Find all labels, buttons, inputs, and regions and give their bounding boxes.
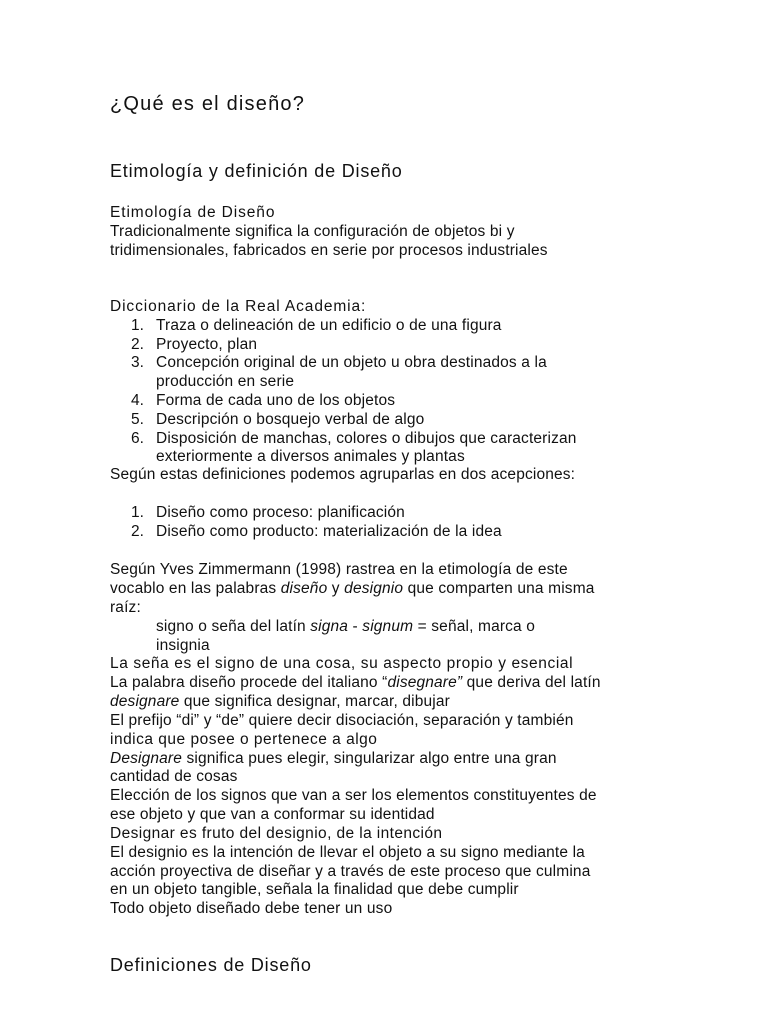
list-number: 5. [131, 411, 144, 428]
list-item: Concepción original de un objeto u obra destinados a la [156, 354, 547, 371]
paragraph-line: Designar es fruto del designio, de la intención [110, 825, 443, 842]
section-heading-etimologia: Etimología y definición de Diseño [110, 161, 403, 181]
list-number: 1. [131, 317, 144, 334]
paragraph-line: indica que posee o pertenece a algo [110, 731, 378, 748]
list-item: Disposición de manchas, colores o dibujos que caracterizan [156, 430, 577, 447]
list-number: 3. [131, 354, 144, 371]
rae-label: Diccionario de la Real Academia: [110, 298, 367, 315]
etimologia-text-line: Tradicionalmente significa la configuración de objetos bi y [110, 223, 515, 240]
list-number: 2. [131, 523, 144, 540]
etimologia-text-line: tridimensionales, fabricados en serie por procesos industriales [110, 242, 548, 259]
paragraph-line: El designio es la intención de llevar el objeto a su signo mediante la [110, 844, 585, 861]
paragraph-line: raíz: [110, 599, 141, 616]
list-number: 6. [131, 430, 144, 447]
list-item: Diseño como proceso: planificación [156, 504, 405, 521]
paragraph-line: Según Yves Zimmermann (1998) rastrea en la etimología de este [110, 561, 568, 578]
list-item: Descripción o bosquejo verbal de algo [156, 411, 425, 428]
list-item: Traza o delineación de un edificio o de una figura [156, 317, 502, 334]
paragraph-line: La palabra diseño procede del italiano “disegnare” que deriva del latín [110, 674, 601, 691]
list-item: Forma de cada uno de los objetos [156, 392, 396, 409]
list-item-continuation: exteriormente a diversos animales y plantas [156, 448, 465, 465]
paragraph-line: Designare significa pues elegir, singularizar algo entre una gran [110, 750, 557, 767]
etimologia-label: Etimología de Diseño [110, 204, 276, 221]
paragraph-line: La seña es el signo de una cosa, su aspecto propio y esencial [110, 655, 574, 672]
paragraph-line: acción proyectiva de diseñar y a través de este proceso que culmina [110, 863, 591, 880]
paragraph-line: cantidad de cosas [110, 768, 238, 785]
paragraph-line: vocablo en las palabras diseño y designio que comparten una misma [110, 580, 595, 597]
paragraph-line: designare que significa designar, marcar, dibujar [110, 693, 450, 710]
list-number: 4. [131, 392, 144, 409]
list-item: Proyecto, plan [156, 336, 258, 353]
section-heading-definiciones: Definiciones de Diseño [110, 955, 312, 975]
list-item: Diseño como producto: materialización de la idea [156, 523, 502, 540]
indented-quote-line: signo o seña del latín signa - signum = señal, marca o [156, 618, 536, 635]
paragraph-line: Todo objeto diseñado debe tener un uso [110, 900, 393, 917]
list-number: 2. [131, 336, 144, 353]
paragraph-line: ese objeto y que van a conformar su identidad [110, 806, 435, 823]
page-title: ¿Qué es el diseño? [110, 93, 306, 115]
paragraph-line: Elección de los signos que van a ser los elementos constituyentes de [110, 787, 597, 804]
indented-quote-line: insignia [156, 637, 210, 654]
list-item-continuation: producción en serie [156, 373, 295, 390]
paragraph-line: El prefijo “di” y “de” quiere decir disociación, separación y también [110, 712, 574, 729]
list-number: 1. [131, 504, 144, 521]
rae-summary: Según estas definiciones podemos agruparlas en dos acepciones: [110, 466, 576, 483]
paragraph-line: en un objeto tangible, señala la finalidad que debe cumplir [110, 881, 519, 898]
